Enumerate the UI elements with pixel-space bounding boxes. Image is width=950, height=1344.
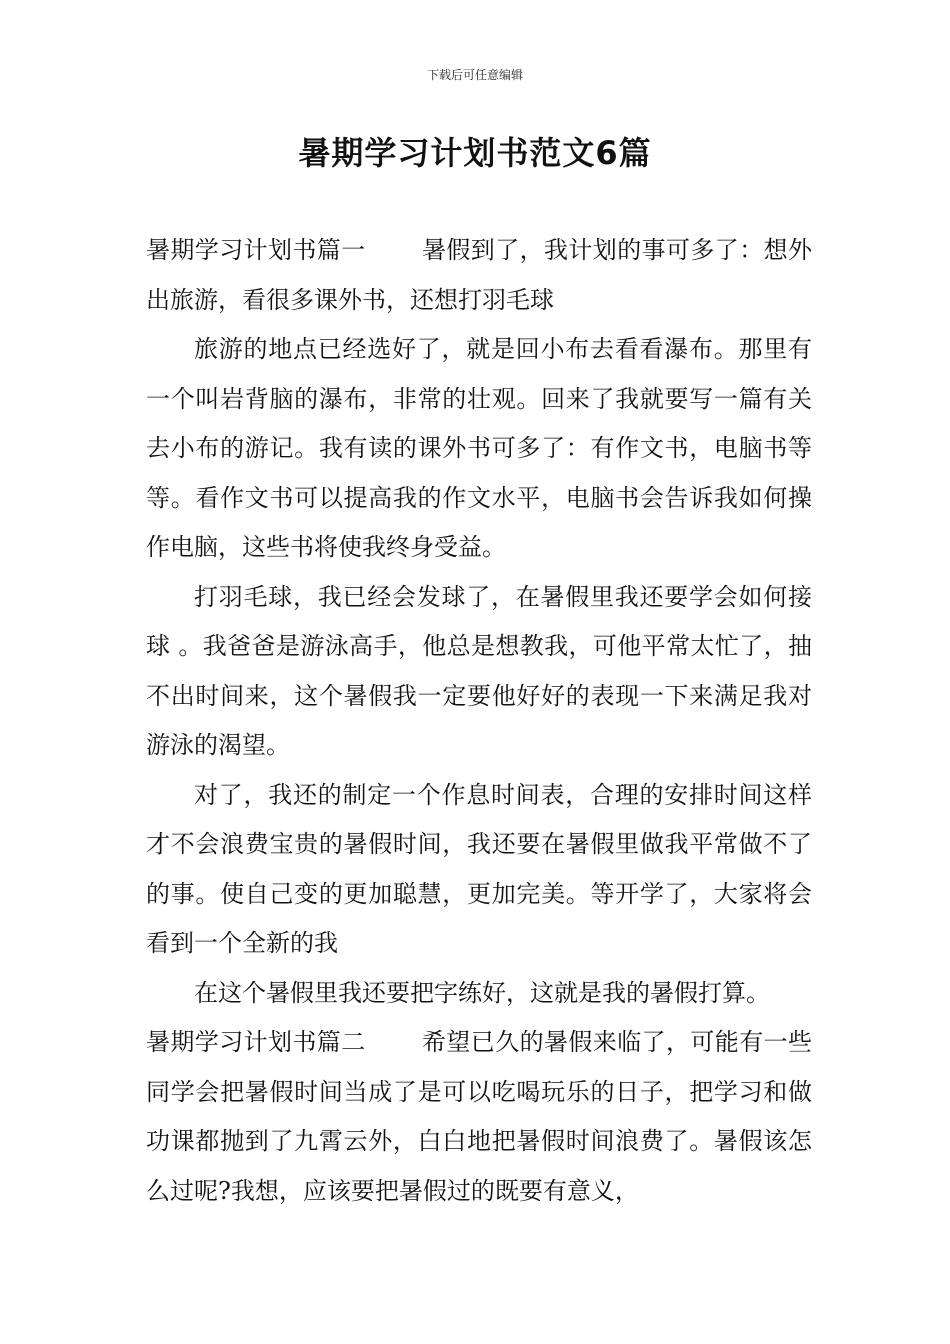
paragraph-schedule: 对了，我还的制定一个作息时间表，合理的安排时间这样才不会浪费宝贵的暑假时间，我还要在暑假里做我平常做不了的事。使自己变的更加聪慧，更加完美。等开学了，大家将会看到一个全新的我	[146, 780, 812, 957]
paragraph-handwriting: 在这个暑假里我还要把字练好，这就是我的暑假打算。	[194, 978, 770, 1007]
document-title: 暑期学习计划书范文6篇	[298, 134, 652, 172]
document-body	[146, 226, 812, 1216]
section-heading-one: 暑期学习计划书篇一	[146, 236, 366, 264]
paragraph-section-one-intro	[146, 226, 812, 325]
paragraph-section-two-intro	[146, 1018, 812, 1216]
paragraph-badminton: 打羽毛球，我已经会发球了，在暑假里我还要学会如何接球 。我爸爸是游泳高手，他总是想教我，可他平常太忙了，抽不出时间来，这个暑假我一定要他好好的表现一下来满足我对游泳的渴望。	[146, 582, 812, 759]
section-heading-two: 暑期学习计划书篇二	[146, 1028, 366, 1056]
section-one-intro-text: 暑假到了，我计划的事可多了：想外出旅游，看很多课外书，还想打羽毛球	[146, 236, 813, 314]
section-two-intro-text: 希望已久的暑假来临了，可能有一些同学会把暑假时间当成了是可以吃喝玩乐的日子，把学习和做功课都抛到了九霄云外，白白地把暑假时间浪费了。暑假该怎么过呢?我想，应该要把暑假过的既要有意义，	[146, 1028, 813, 1205]
header-note: 下载后可任意编辑	[426, 68, 523, 82]
paragraph-travel: 旅游的地点已经选好了，就是回小布去看看瀑布。那里有一个叫岩背脑的瀑布，非常的壮观。回来了我就要写一篇有关去小布的游记。我有读的课外书可多了：有作文书，电脑书等等。看作文书可以提高我的作文水平，电脑书会告诉我如何操作电脑，这些书将使我终身受益。	[146, 335, 812, 561]
